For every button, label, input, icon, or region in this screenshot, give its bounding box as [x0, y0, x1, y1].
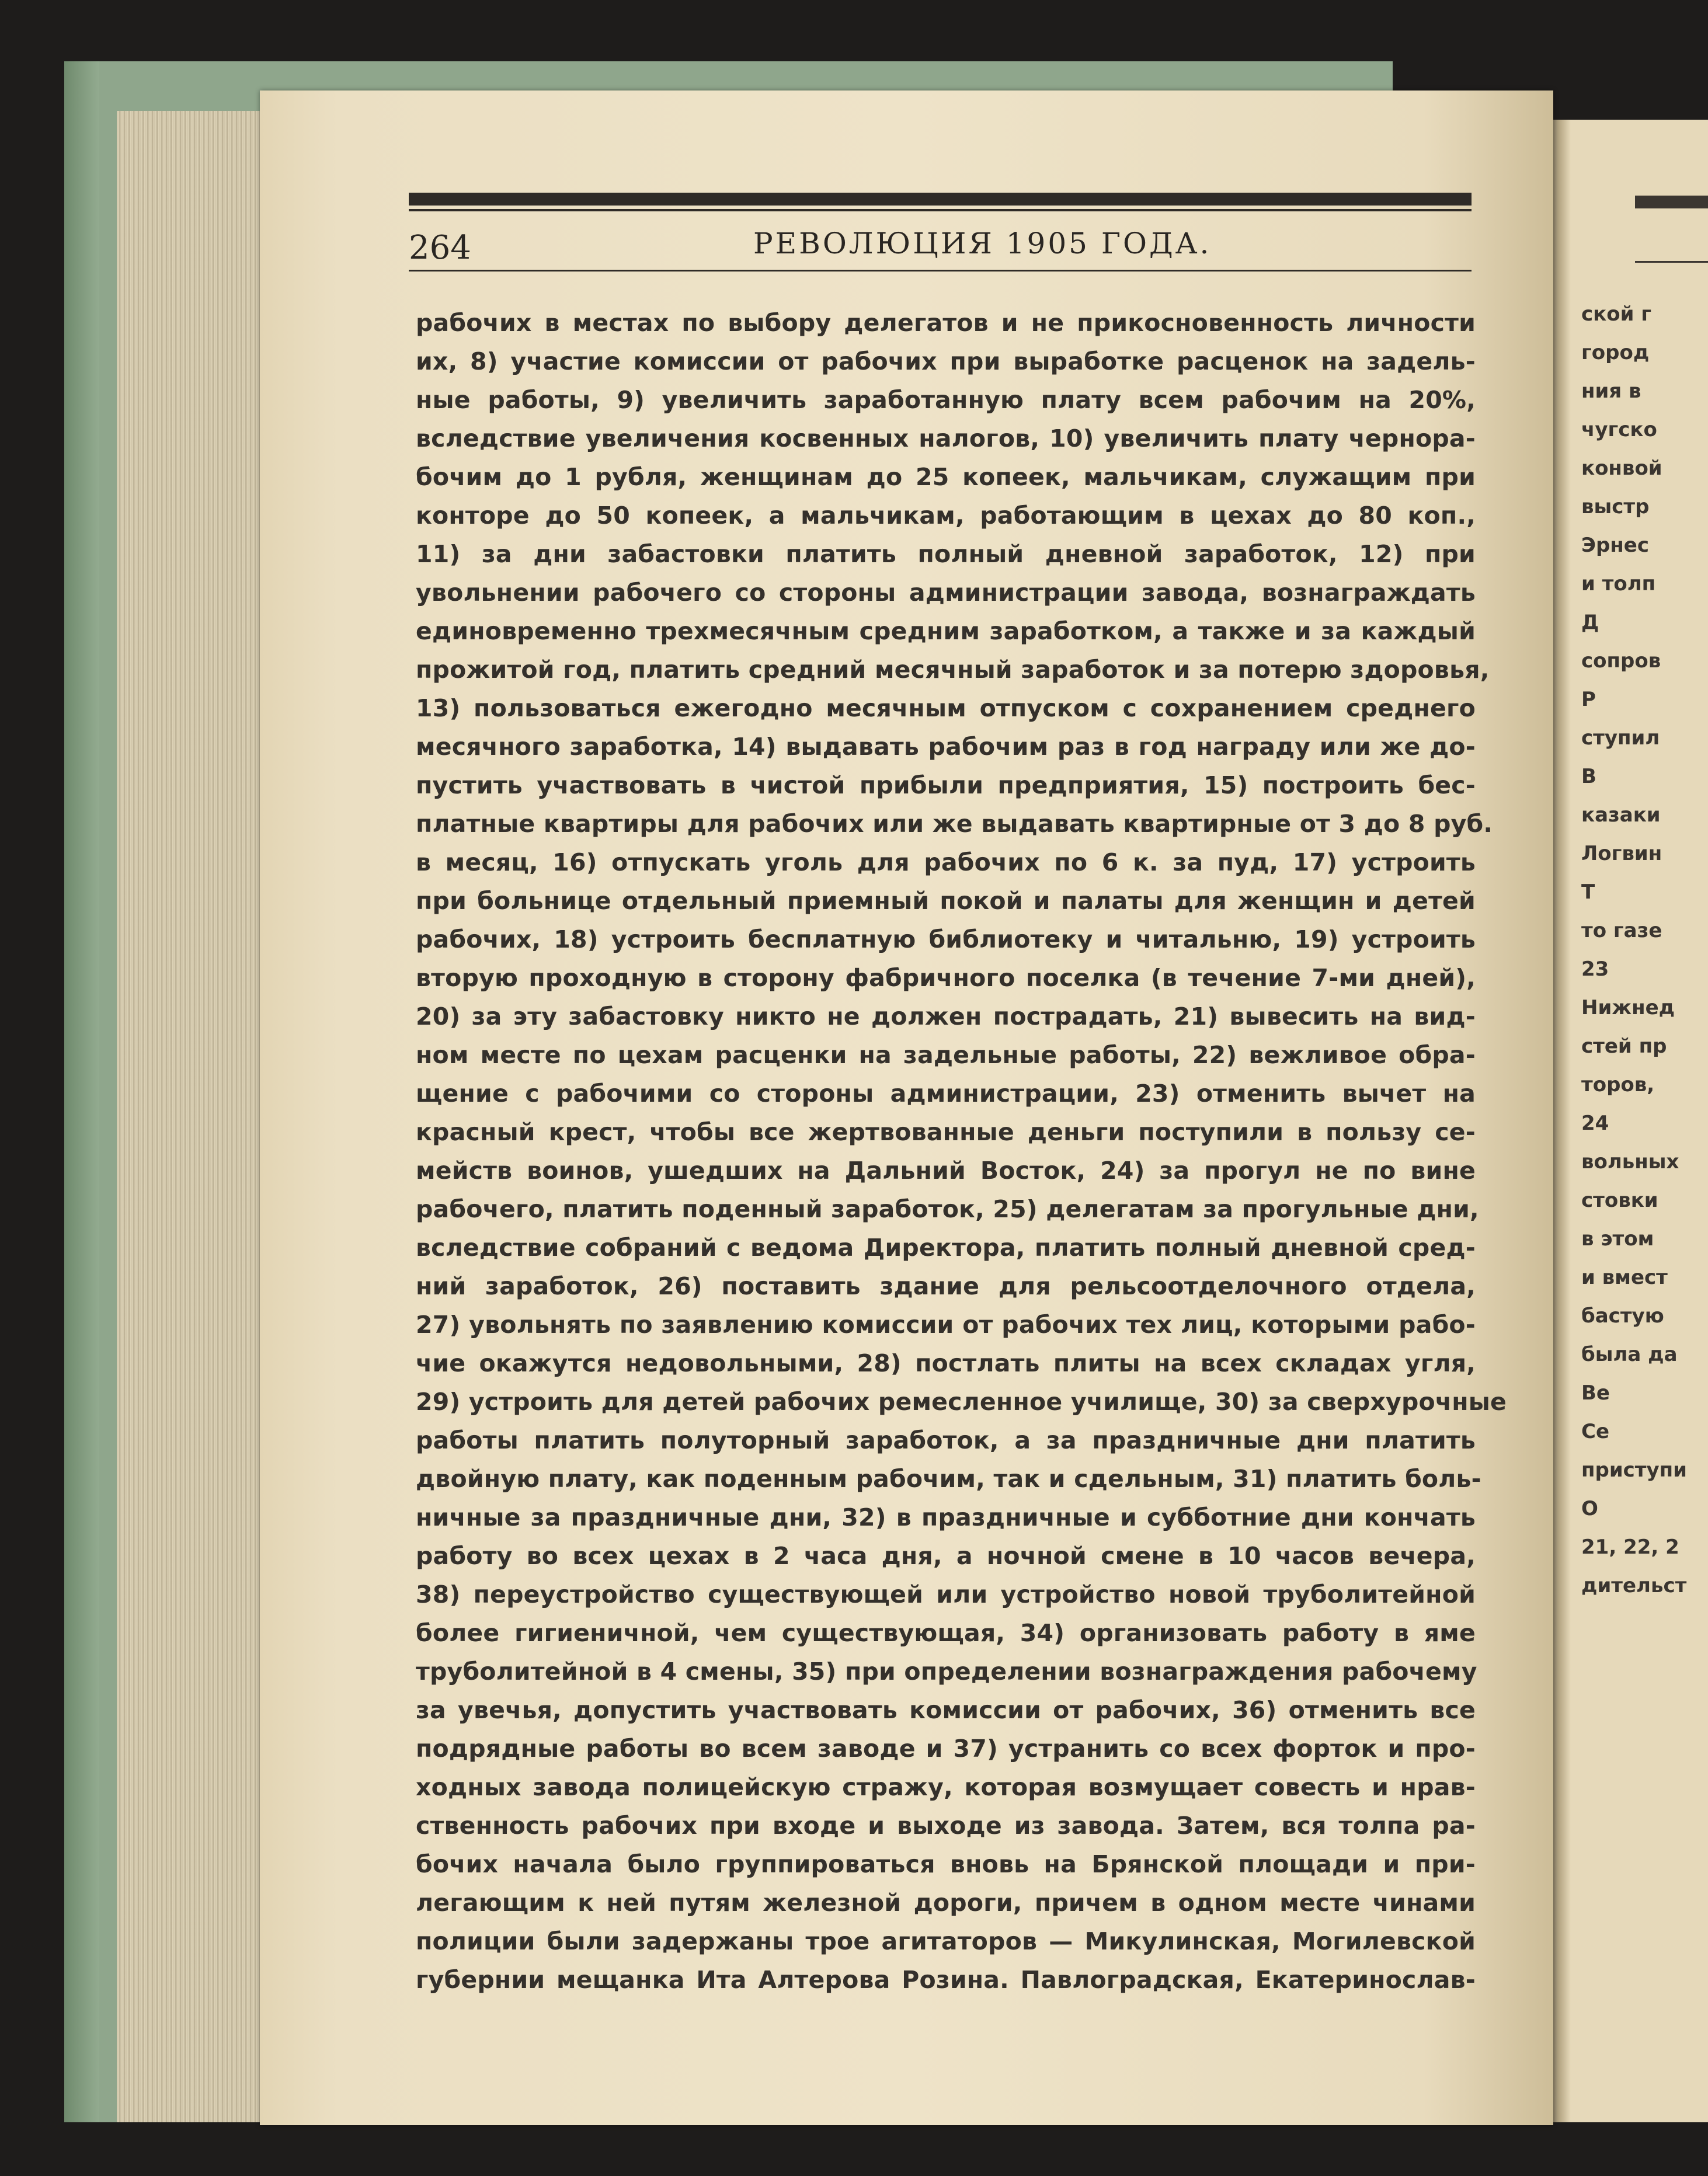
facing-text-fragment: Нижнед [1581, 996, 1675, 1019]
facing-text-fragment: О [1581, 1497, 1598, 1520]
text-line: 27) увольнять по заявлению комиссии от рабочих тех лиц, которыми рабо- [416, 1311, 1476, 1339]
running-head: РЕВОЛЮЦИЯ 1905 ГОДА. [753, 227, 1212, 260]
text-line: легающим к ней путям железной дороги, причем в одном месте чинами [416, 1889, 1476, 1917]
facing-text-fragment: ния в [1581, 380, 1641, 403]
text-line: пустить участвовать в чистой прибыли предприятия, 15) построить бес- [416, 771, 1476, 799]
text-line: в месяц, 16) отпускать уголь для рабочих по 6 к. за пуд, 17) устроить [416, 848, 1476, 876]
text-line: вторую проходную в сторону фабричного поселка (в течение 7-ми дней), [416, 964, 1476, 992]
facing-text-fragment: была да [1581, 1343, 1678, 1366]
facing-text-fragment: Эрнес [1581, 534, 1649, 557]
text-line: их, 8) участие комиссии от рабочих при выработке расценок на задель- [416, 347, 1476, 375]
facing-text-fragment: В [1581, 765, 1596, 788]
text-line: месячного заработка, 14) выдавать рабочим раз в год награду или же до- [416, 733, 1476, 761]
facing-text-fragment: стей пр [1581, 1035, 1667, 1058]
text-line: ные работы, 9) увеличить заработанную плату всем рабочим на 20%, [416, 386, 1476, 414]
text-line: красный крест, чтобы все жертвованные деньги поступили в пользу се- [416, 1118, 1476, 1146]
text-line: ний заработок, 26) поставить здание для рельсоотделочного отдела, [416, 1272, 1476, 1300]
text-line: более гигиеничной, чем существующая, 34) организовать работу в яме [416, 1619, 1476, 1647]
text-line: единовременно трехмесячным средним заработком, а также и за каждый [416, 617, 1476, 645]
page-number: 264 [409, 229, 471, 267]
facing-text-fragment: торов, [1581, 1073, 1655, 1096]
facing-page-text [1581, 295, 1708, 1605]
text-line: работы платить полуторный заработок, а за праздничные дни платить [416, 1426, 1476, 1454]
text-line: увольнении рабочего со стороны администрации завода, вознаграждать [416, 579, 1476, 607]
text-line: 38) переустройство существующей или устройство новой труболитейной [416, 1580, 1476, 1609]
facing-text-fragment: ступил [1581, 726, 1660, 750]
text-line: бочих начала было группироваться вновь на Брянской площади и при- [416, 1850, 1476, 1878]
facing-text-fragment: Р [1581, 688, 1596, 711]
facing-text-fragment: Т [1581, 880, 1595, 904]
facing-text-fragment: Логвин [1581, 842, 1662, 865]
text-line: конторе до 50 копеек, а мальчикам, работающим в цехах до 80 коп., [416, 502, 1476, 530]
text-line: мейств воинов, ушедших на Дальний Восток, 24) за прогул не по вине [416, 1157, 1476, 1185]
facing-text-fragment: выстр [1581, 495, 1650, 518]
facing-text-fragment: ской г [1581, 302, 1652, 326]
text-line: чие окажутся недовольными, 28) постлать плиты на всех складах угля, [416, 1349, 1476, 1377]
cover-edge [64, 61, 99, 2122]
header-underline [409, 270, 1472, 271]
text-line: двойную плату, как поденным рабочим, так и сдельным, 31) платить боль- [416, 1465, 1481, 1493]
text-line: полиции были задержаны трое агитаторов — Микулинская, Могилевской [416, 1927, 1476, 1955]
facing-text-fragment: Д [1581, 611, 1599, 634]
text-line: рабочих в местах по выбору делегатов и не прикосновенность личности [416, 309, 1476, 337]
body-text [416, 304, 1507, 1999]
facing-page-rule-thin [1635, 261, 1708, 263]
text-line: 29) устроить для детей рабочих ремесленное училище, 30) за сверхурочные [416, 1388, 1507, 1416]
text-line: подрядные работы во всем заводе и 37) устранить со всех форток и про- [416, 1735, 1476, 1763]
facing-text-fragment: приступи [1581, 1458, 1687, 1482]
facing-text-fragment: казаки [1581, 803, 1661, 827]
facing-text-fragment: то газе [1581, 919, 1662, 942]
text-line: рабочего, платить поденный заработок, 25) делегатам за прогульные дни, [416, 1195, 1479, 1223]
text-line: 11) за дни забастовки платить полный дневной заработок, 12) при [416, 540, 1476, 568]
facing-text-fragment: Ве [1581, 1381, 1610, 1405]
facing-text-fragment: конвой [1581, 457, 1662, 480]
facing-page [1536, 120, 1708, 2122]
text-line: ном месте по цехам расценки на задельные работы, 22) вежливое обра- [416, 1041, 1476, 1069]
header-rule-thin [409, 209, 1472, 211]
facing-text-fragment: в этом [1581, 1227, 1654, 1251]
text-line: за увечья, допустить участвовать комиссии от рабочих, 36) отменить все [416, 1696, 1476, 1724]
text-line: 13) пользоваться ежегодно месячным отпуском с сохранением среднего [416, 694, 1476, 722]
facing-text-fragment: сопров [1581, 649, 1661, 673]
text-line: губернии мещанка Ита Алтерова Розина. Павлоградская, Екатеринослав- [416, 1966, 1476, 1994]
text-line: бочим до 1 рубля, женщинам до 25 копеек, мальчикам, служащим при [416, 463, 1476, 491]
facing-text-fragment: 23 [1581, 958, 1609, 981]
facing-text-fragment: и толп [1581, 572, 1656, 596]
facing-text-fragment: Се [1581, 1420, 1610, 1443]
text-line: ственность рабочих при входе и выходе из завода. Затем, вся толпа ра- [416, 1812, 1476, 1840]
text-line: ходных завода полицейскую стражу, которая возмущает совесть и нрав- [416, 1773, 1476, 1801]
facing-text-fragment: вольных [1581, 1150, 1679, 1174]
facing-text-fragment: 24 [1581, 1112, 1609, 1135]
facing-text-fragment: дительст [1581, 1574, 1687, 1597]
facing-text-fragment: город [1581, 341, 1650, 364]
facing-page-rule [1635, 196, 1708, 208]
header-rule-thick [409, 193, 1472, 206]
text-line: работу во всех цехах в 2 часа дня, а ночной смене в 10 часов вечера, [416, 1542, 1476, 1570]
text-line: ничные за праздничные дни, 32) в праздничные и субботние дни кончать [416, 1503, 1476, 1531]
facing-text-fragment: чугско [1581, 418, 1657, 441]
text-line: прожитой год, платить средний месячный заработок и за потерю здоровья, [416, 656, 1490, 684]
text-line: 20) за эту забастовку никто не должен пострадать, 21) вывесить на вид- [416, 1002, 1476, 1030]
text-line: труболитейной в 4 смены, 35) при определении вознаграждения рабочему [416, 1658, 1477, 1686]
facing-text-fragment: стовки [1581, 1189, 1658, 1212]
text-line: рабочих, 18) устроить бесплатную библиотеку и читальню, 19) устроить [416, 925, 1476, 953]
text-line: щение с рабочими со стороны администрации, 23) отменить вычет на [416, 1080, 1476, 1108]
text-line: при больнице отдельный приемный покой и палаты для женщин и детей [416, 887, 1476, 915]
facing-text-fragment: и вмест [1581, 1266, 1668, 1289]
facing-text-fragment: 21, 22, 2 [1581, 1536, 1679, 1559]
text-line: вследствие собраний с ведома Директора, платить полный дневной сред- [416, 1234, 1476, 1262]
text-line: платные квартиры для рабочих или же выдавать квартирные от 3 до 8 руб. [416, 810, 1493, 838]
text-line: вследствие увеличения косвенных налогов, 10) увеличить плату чернора- [416, 424, 1476, 452]
facing-text-fragment: бастую [1581, 1304, 1664, 1328]
